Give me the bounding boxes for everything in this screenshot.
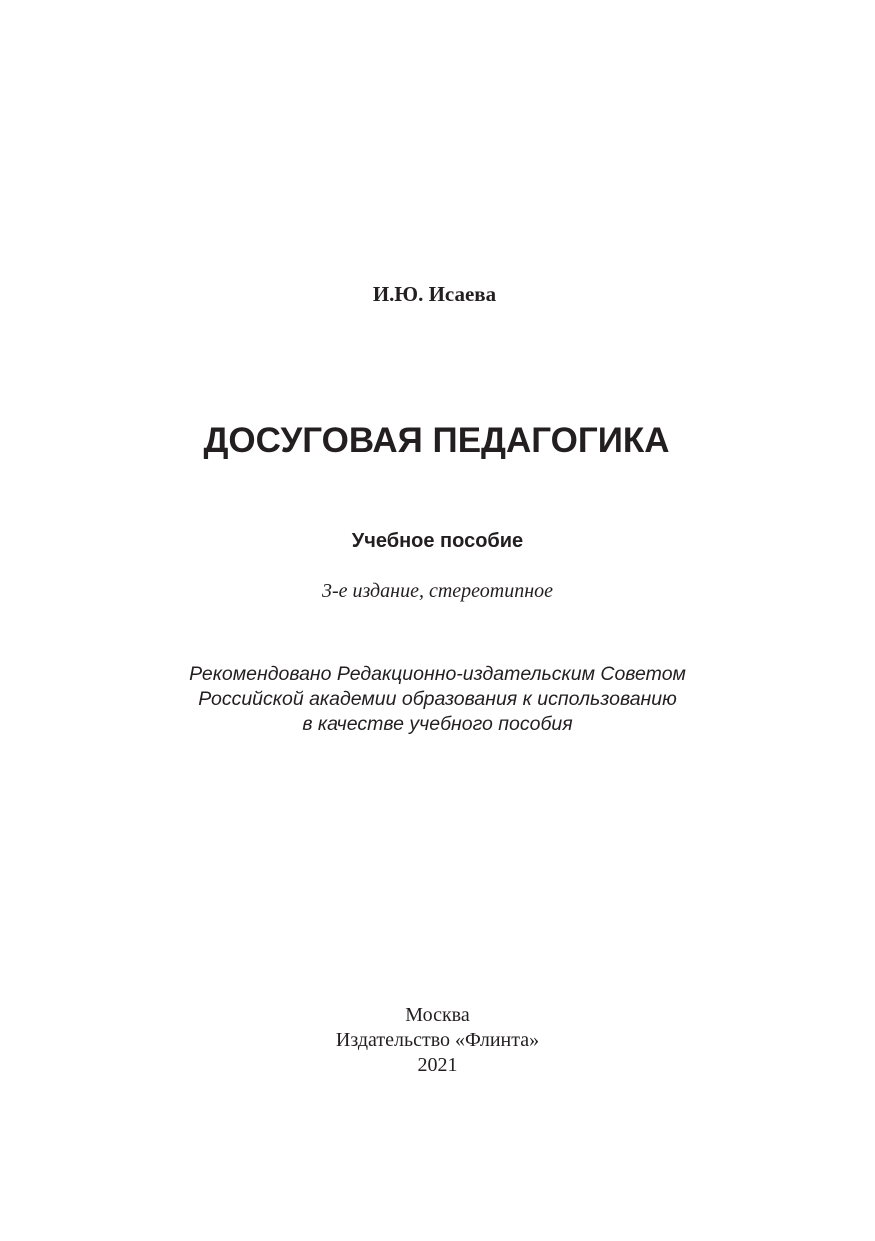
book-author: И.Ю. Исаева <box>372 282 497 306</box>
edition-note: 3-е издание, стереотипное <box>321 580 554 602</box>
recommendation-line: Рекомендовано Редакционно-издательским Советом <box>189 663 686 685</box>
book-title: ДОСУГОВАЯ ПЕДАГОГИКА <box>203 421 670 460</box>
imprint-city: Москва <box>405 1004 470 1026</box>
recommendation-line: Российской академии образования к использованию <box>198 688 677 710</box>
imprint-publisher: Издательство «Флинта» <box>335 1029 540 1051</box>
imprint-year: 2021 <box>417 1054 458 1076</box>
recommendation-block <box>0 662 875 737</box>
book-subtitle: Учебное пособие <box>351 530 524 552</box>
recommendation-line: в качестве учебного пособия <box>302 713 573 735</box>
imprint-block <box>0 1003 875 1078</box>
